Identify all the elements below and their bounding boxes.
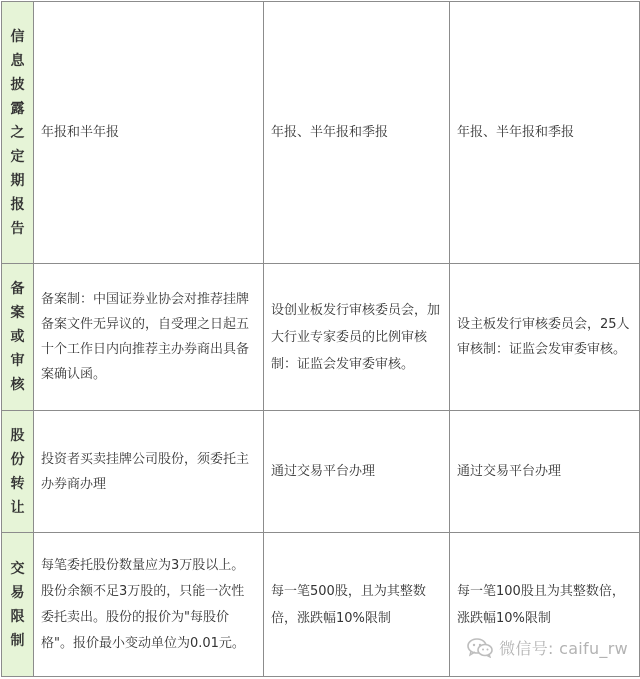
comparison-table [1, 1, 640, 677]
table-cell: 每笔委托股份数量应为3万股以上。股份余额不足3万股的，只能一次性委托卖出。股份的报价为"每股价格"。报价最小变动单位为0.01元。 [34, 533, 264, 677]
table-cell: 年报、半年报和季报 [264, 2, 450, 264]
row-header-periodic-report: 信息披露之定期报告 [2, 2, 34, 264]
wechat-watermark [467, 636, 628, 659]
watermark-text: 微信号: caifu_rw [499, 639, 628, 658]
row-header-filing-review: 备案或审核 [2, 264, 34, 411]
table-cell: 每一笔500股，且为其整数倍，涨跌幅10%限制 [264, 533, 450, 677]
table-row [2, 2, 640, 264]
table-cell: 年报和半年报 [34, 2, 264, 264]
table-row [2, 264, 640, 411]
table-row [2, 411, 640, 533]
table-cell [450, 264, 640, 411]
table-cell: 每一笔100股且为其整数倍，涨跌幅10%限制 [450, 533, 640, 677]
table-cell: 通过交易平台办理 [264, 411, 450, 533]
row-header-share-transfer: 股份转让 [2, 411, 34, 533]
table-cell: 备案制：中国证券业协会对推荐挂牌备案文件无异议的，自受理之日起五十个工作日内向推荐主办券商出具备案确认函。 [34, 264, 264, 411]
row-header-trading-limits: 交易限制 [2, 533, 34, 677]
table-cell: 设创业板发行审核委员会，加大行业专家委员的比例审核制：证监会发审委审核。 [264, 264, 450, 411]
table-cell: 投资者买卖挂牌公司股份，须委托主办券商办理 [34, 411, 264, 533]
table-cell: 年报、半年报和季报 [450, 2, 640, 264]
cell-line: 审核制：证监会发审委审核。 [457, 342, 627, 357]
wechat-icon [467, 638, 493, 658]
cell-line: 设主板发行审核委员会，25人 [457, 317, 630, 332]
table-cell: 通过交易平台办理 [450, 411, 640, 533]
